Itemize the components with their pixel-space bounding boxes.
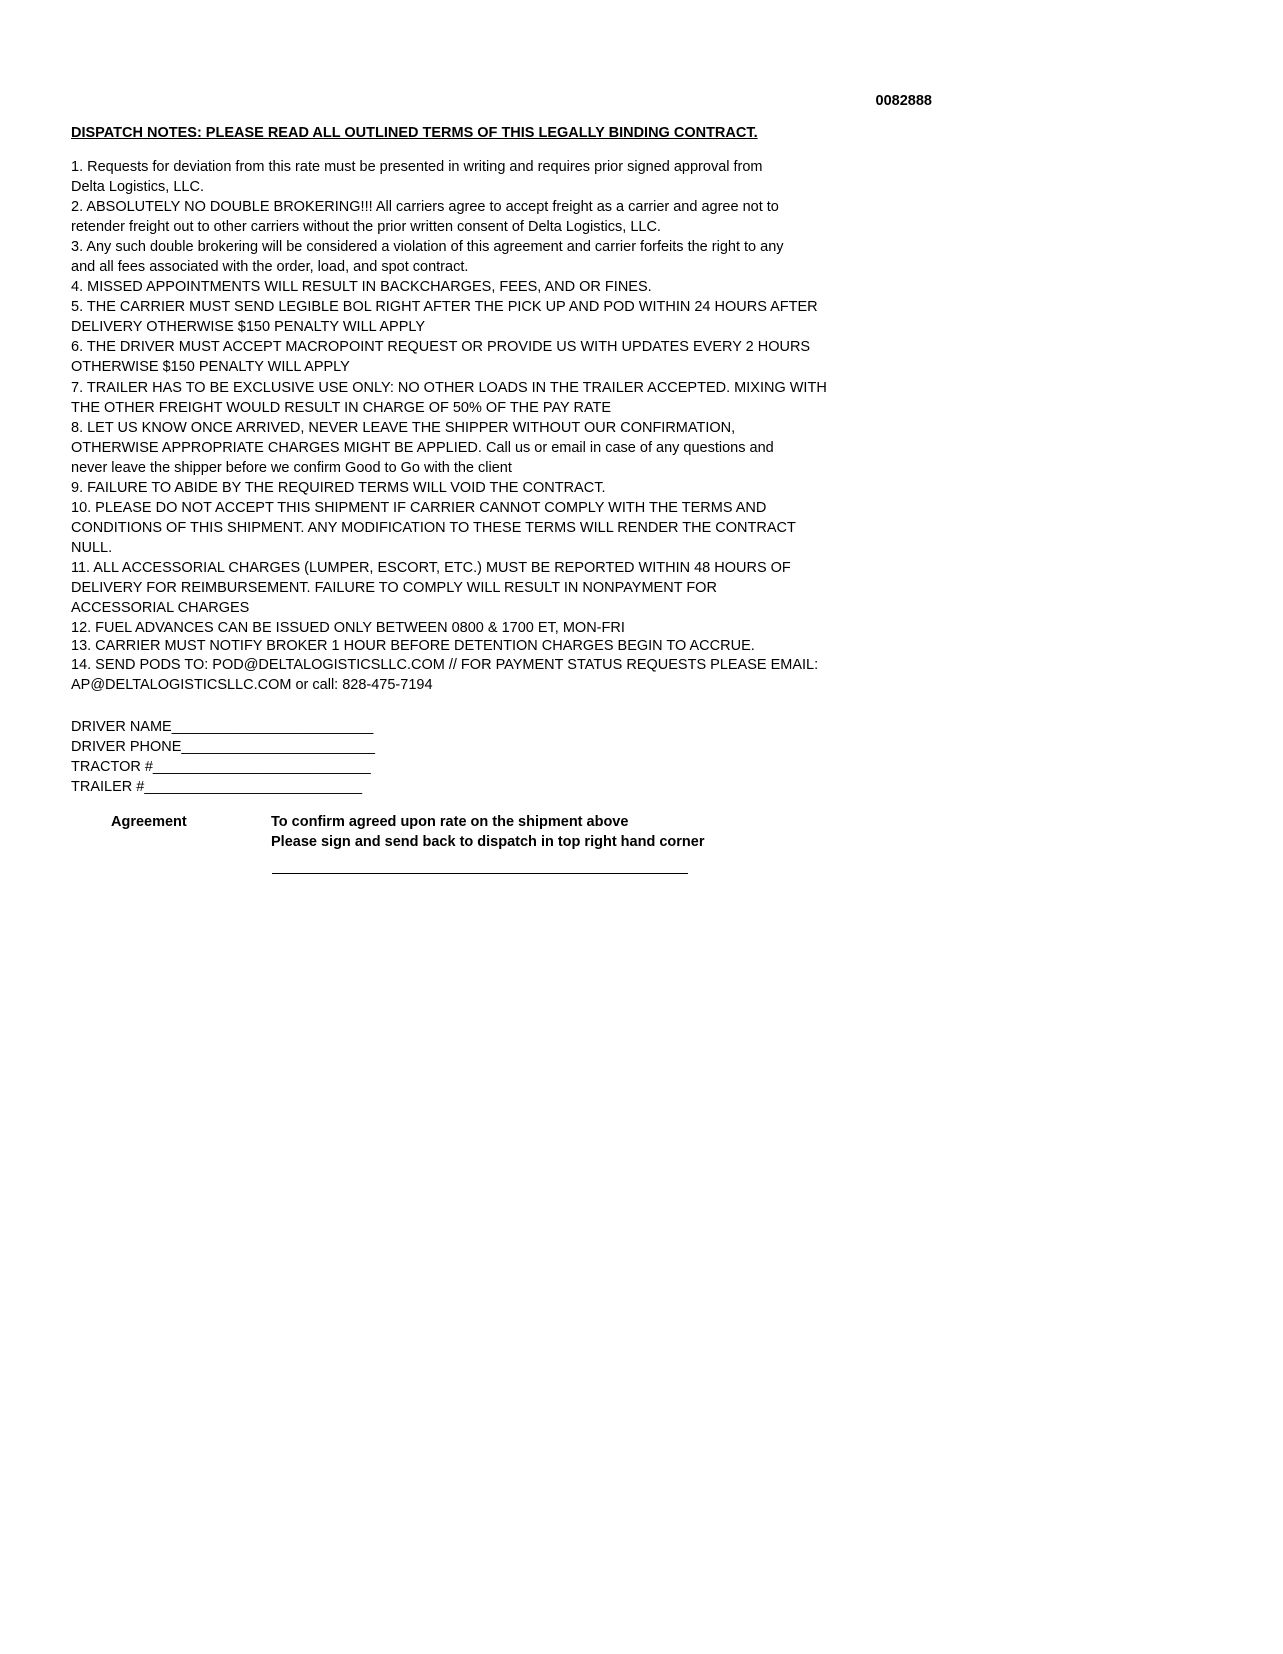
term-line: 6. THE DRIVER MUST ACCEPT MACROPOINT REQUEST OR PROVIDE US WITH UPDATES EVERY 2 HOURS <box>71 339 811 356</box>
term-line: CONDITIONS OF THIS SHIPMENT. ANY MODIFICATION TO THESE TERMS WILL RENDER THE CONTRACT <box>71 519 796 536</box>
agreement-label: Agreement <box>111 814 187 830</box>
term-line: NULL. <box>71 539 113 556</box>
trailer-number-field: TRAILER #___________________________ <box>71 779 363 795</box>
term-line: 13. CARRIER MUST NOTIFY BROKER 1 HOUR BEFORE DETENTION CHARGES BEGIN TO ACCRUE. <box>71 638 755 655</box>
term-line: 2. ABSOLUTELY NO DOUBLE BROKERING!!! All carriers agree to accept freight as a carrier and agree not to <box>71 199 779 216</box>
term-line: OTHERWISE APPROPRIATE CHARGES MIGHT BE APPLIED. Call us or email in case of any questions and <box>71 439 774 456</box>
term-line: AP@DELTALOGISTICSLLC.COM or call: 828-475-7194 <box>71 677 433 694</box>
term-line: 9. FAILURE TO ABIDE BY THE REQUIRED TERMS WILL VOID THE CONTRACT. <box>71 479 606 496</box>
term-line: retender freight out to other carriers without the prior written consent of Delta Logistics, LLC. <box>71 219 661 236</box>
term-line: OTHERWISE $150 PENALTY WILL APPLY <box>71 359 350 376</box>
term-line: DELIVERY FOR REIMBURSEMENT. FAILURE TO COMPLY WILL RESULT IN NONPAYMENT FOR <box>71 579 717 596</box>
tractor-number-field: TRACTOR #___________________________ <box>71 759 371 775</box>
document-number: 0082888 <box>875 93 932 109</box>
term-line: 10. PLEASE DO NOT ACCEPT THIS SHIPMENT IF CARRIER CANNOT COMPLY WITH THE TERMS AND <box>71 499 767 516</box>
term-line: 5. THE CARRIER MUST SEND LEGIBLE BOL RIGHT AFTER THE PICK UP AND POD WITHIN 24 HOURS AFTER <box>71 299 818 316</box>
driver-phone-field: DRIVER PHONE________________________ <box>71 739 375 755</box>
term-line: 12. FUEL ADVANCES CAN BE ISSUED ONLY BETWEEN 0800 & 1700 ET, MON-FRI <box>71 620 625 637</box>
dispatch-notes-title: DISPATCH NOTES: PLEASE READ ALL OUTLINED TERMS OF THIS LEGALLY BINDING CONTRACT. <box>71 125 758 141</box>
term-line: 14. SEND PODS TO: POD@DELTALOGISTICSLLC.COM // FOR PAYMENT STATUS REQUESTS PLEASE EMAIL: <box>71 657 819 674</box>
term-line: never leave the shipper before we confirm Good to Go with the client <box>71 459 512 476</box>
term-line: 11. ALL ACCESSORIAL CHARGES (LUMPER, ESCORT, ETC.) MUST BE REPORTED WITHIN 48 HOURS OF <box>71 559 791 576</box>
term-line: 7. TRAILER HAS TO BE EXCLUSIVE USE ONLY: NO OTHER LOADS IN THE TRAILER ACCEPTED. MIXING WITH <box>71 379 827 396</box>
driver-name-field: DRIVER NAME_________________________ <box>71 719 374 735</box>
driver-fields <box>71 717 375 797</box>
term-line: DELIVERY OTHERWISE $150 PENALTY WILL APPLY <box>71 319 426 336</box>
term-line: 3. Any such double brokering will be considered a violation of this agreement and carrier forfeits the right to any <box>71 239 784 256</box>
signature-line <box>272 873 688 874</box>
term-line: THE OTHER FREIGHT WOULD RESULT IN CHARGE OF 50% OF THE PAY RATE <box>71 399 612 416</box>
term-line: Delta Logistics, LLC. <box>71 179 204 196</box>
agreement-line-1: To confirm agreed upon rate on the shipment above <box>271 814 629 830</box>
agreement-text <box>271 812 704 852</box>
terms-list <box>71 157 951 695</box>
term-line: 1. Requests for deviation from this rate must be presented in writing and requires prior signed approval from <box>71 159 763 175</box>
agreement-line-2: Please sign and send back to dispatch in top right hand corner <box>271 834 705 850</box>
term-line: ACCESSORIAL CHARGES <box>71 600 250 617</box>
term-line: and all fees associated with the order, load, and spot contract. <box>71 259 469 276</box>
term-line: 4. MISSED APPOINTMENTS WILL RESULT IN BACKCHARGES, FEES, AND OR FINES. <box>71 279 652 296</box>
term-line: 8. LET US KNOW ONCE ARRIVED, NEVER LEAVE THE SHIPPER WITHOUT OUR CONFIRMATION, <box>71 419 736 436</box>
